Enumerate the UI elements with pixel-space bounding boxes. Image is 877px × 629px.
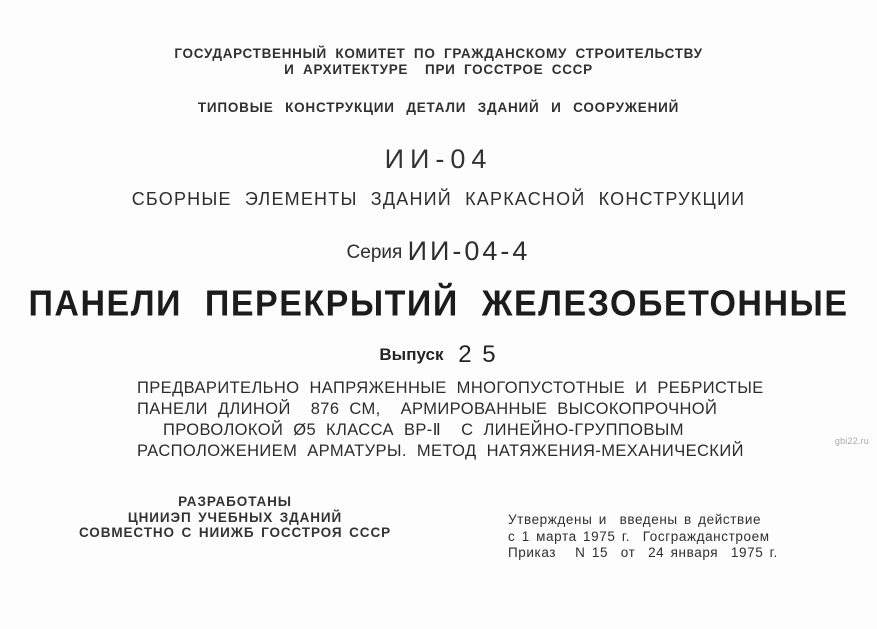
committee-line-2: И АРХИТЕКТУРЕ ПРИ ГОССТРОЕ СССР — [284, 62, 593, 77]
series-number: ИИ-04-4 — [407, 236, 531, 266]
series-code: ИИ-04 — [384, 144, 493, 174]
description-line-1: ПРЕДВАРИТЕЛЬНО НАПРЯЖЕННЫЕ МНОГОПУСТОТНЫЕ И РЕБРИСТЫЕ — [137, 379, 764, 397]
description-paragraph — [137, 378, 762, 462]
series-number-line — [0, 236, 877, 267]
issue-line — [0, 341, 877, 369]
series-type-line: ТИПОВЫЕ КОНСТРУКЦИИ ДЕТАЛИ ЗДАНИЙ И СООРУЖЕНИЙ — [197, 100, 680, 115]
issue-number: 2 5 — [458, 341, 498, 368]
developed-by-line-2: ЦНИИЭП УЧЕБНЫХ ЗДАНИЙ — [127, 509, 343, 525]
committee-line-1: ГОСУДАРСТВЕННЫЙ КОМИТЕТ ПО ГРАЖДАНСКОМУ СТРОИТЕЛЬСТВУ — [174, 46, 703, 61]
issue-label: Выпуск — [379, 345, 444, 364]
description-line-4: РАСПОЛОЖЕНИЕМ АРМАТУРЫ. МЕТОД НАТЯЖЕНИЯ-МЕХАНИЧЕСКИЙ — [137, 442, 744, 460]
developed-by-line-1: РАЗРАБОТАНЫ — [178, 494, 292, 509]
site-watermark: gbi22.ru — [834, 436, 869, 446]
description-line-3: ПРОВОЛОКОЙ Ø5 КЛАССА ВР-Ⅱ С ЛИНЕЙНО-ГРУППОВЫМ — [163, 421, 684, 439]
approval-block — [508, 512, 778, 562]
page-title: ПАНЕЛИ ПЕРЕКРЫТИЙ ЖЕЛЕЗОБЕТОННЫЕ — [28, 284, 849, 324]
approval-line-2: с 1 марта 1975 г. Госгражданстроем — [508, 528, 770, 544]
header-organization — [0, 46, 877, 78]
approval-line-1: Утверждены и введены в действие — [508, 512, 762, 527]
series-label: Серия — [346, 242, 403, 263]
developed-by-block — [65, 494, 405, 541]
developed-by-line-3: СОВМЕСТНО С НИИЖБ ГОССТРОЯ СССР — [78, 525, 392, 540]
approval-line-3: Приказ N 15 от 24 января 1975 г. — [508, 545, 778, 560]
description-line-2: ПАНЕЛИ ДЛИНОЙ 876 СМ, АРМИРОВАННЫЕ ВЫСОКОПРОЧНОЙ — [137, 400, 718, 418]
series-subtitle: СБОРНЫЕ ЭЛЕМЕНТЫ ЗДАНИЙ КАРКАСНОЙ КОНСТРУКЦИИ — [131, 189, 746, 209]
